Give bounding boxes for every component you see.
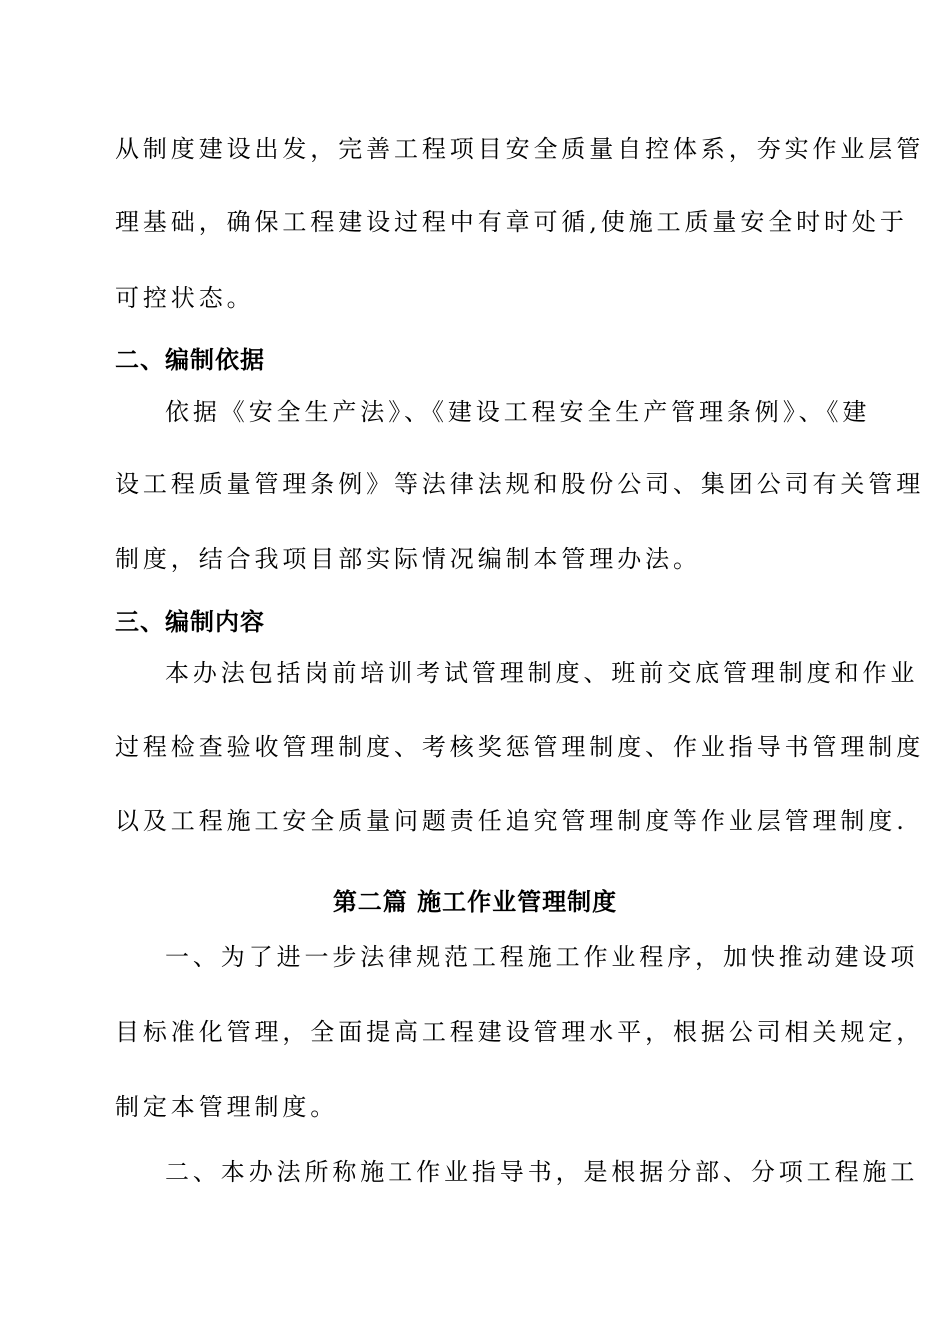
clause-one-line-1: 一、为了进一步法律规范工程施工作业程序，加快推动建设项 — [165, 943, 919, 971]
section-three-line-1: 本办法包括岗前培训考试管理制度、班前交底管理制度和作业 — [165, 659, 919, 687]
section-two-line-2: 设工程质量管理条例》等法律法规和股份公司、集团公司有关管理 — [115, 470, 925, 498]
part-two-title: 第二篇 施工作业管理制度 — [332, 888, 618, 916]
section-two-line-3: 制度，结合我项目部实际情况编制本管理办法。 — [115, 545, 701, 573]
intro-line-2: 理基础，确保工程建设过程中有章可循,使施工质量安全时时处于 — [115, 208, 908, 236]
section-two-heading: 二、编制依据 — [115, 346, 265, 374]
section-three-heading: 三、编制内容 — [115, 608, 265, 636]
section-three-line-2: 过程检查验收管理制度、考核奖惩管理制度、作业指导书管理制度 — [115, 733, 925, 761]
clause-one-line-3: 制定本管理制度。 — [115, 1093, 339, 1121]
clause-one-line-2: 目标准化管理，全面提高工程建设管理水平，根据公司相关规定， — [115, 1018, 925, 1046]
clause-two-line-1: 二、本办法所称施工作业指导书，是根据分部、分项工程施工 — [165, 1158, 919, 1186]
intro-line-3: 可控状态。 — [115, 284, 255, 312]
intro-line-1: 从制度建设出发，完善工程项目安全质量自控体系，夯实作业层管 — [115, 135, 925, 163]
section-three-line-3: 以及工程施工安全质量问题责任追究管理制度等作业层管理制度. — [115, 807, 908, 835]
section-two-line-1: 依据《安全生产法》、《建设工程安全生产管理条例》、《建 — [165, 398, 871, 426]
